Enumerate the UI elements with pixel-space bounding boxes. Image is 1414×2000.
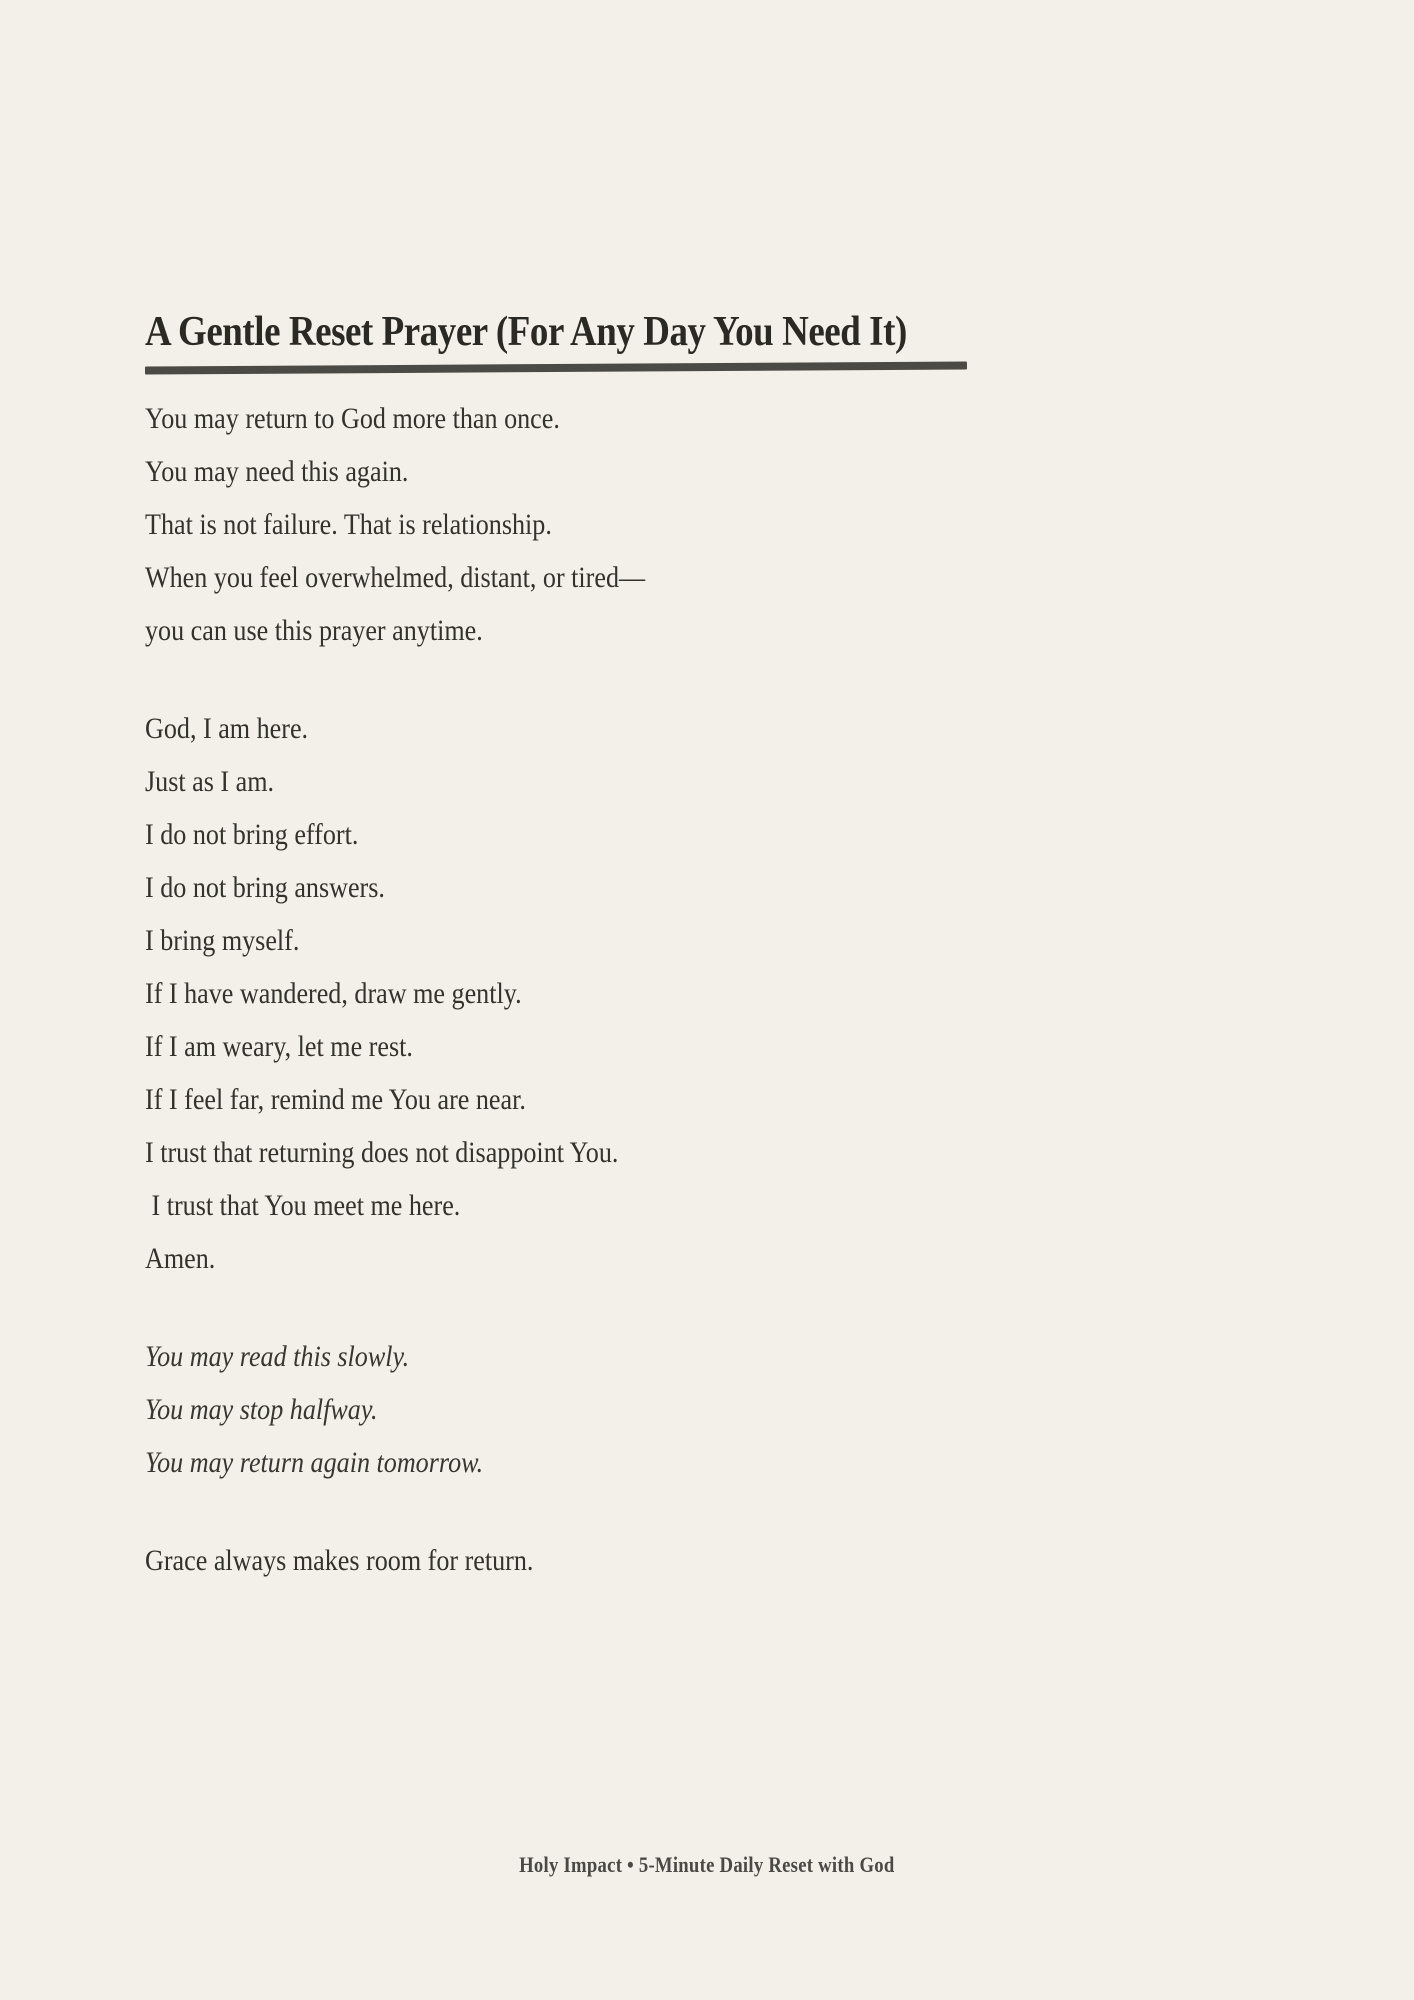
stanza-line: Amen. <box>145 1242 216 1275</box>
prayer-closing-stanza <box>145 1534 645 1587</box>
stanza-line: You may need this again. <box>145 455 409 488</box>
stanza-line: I bring myself. <box>145 924 300 957</box>
stanza-line: I trust that You meet me here. <box>145 1189 461 1222</box>
stanza-line: You may read this slowly. <box>145 1340 410 1373</box>
stanza-line: I do not bring answers. <box>145 871 385 904</box>
page-title: A Gentle Reset Prayer (For Any Day You Need It) <box>145 309 907 356</box>
stanza-line: If I am weary, let me rest. <box>145 1030 413 1063</box>
title-divider <box>145 361 967 374</box>
stanza-line: You may return again tomorrow. <box>145 1446 484 1479</box>
stanza-line: God, I am here. <box>145 712 309 745</box>
prayer-body <box>145 392 645 1632</box>
prayer-reflection-stanza <box>145 1330 645 1489</box>
prayer-main-stanza <box>145 702 645 1285</box>
stanza-line: I do not bring effort. <box>145 818 359 851</box>
stanza-line: I trust that returning does not disappoint You. <box>145 1136 619 1169</box>
page-footer <box>0 1852 1414 1878</box>
stanza-line: You may stop halfway. <box>145 1393 378 1426</box>
prayer-intro-stanza <box>145 392 645 657</box>
stanza-line: If I have wandered, draw me gently. <box>145 977 522 1010</box>
stanza-line: Just as I am. <box>145 765 275 798</box>
stanza-line: That is not failure. That is relationship. <box>145 508 552 541</box>
stanza-line: When you feel overwhelmed, distant, or tired— <box>145 561 646 594</box>
closing-line: Grace always makes room for return. <box>145 1544 534 1577</box>
footer-text: Holy Impact • 5-Minute Daily Reset with God <box>519 1852 895 1877</box>
stanza-line: you can use this prayer anytime. <box>145 614 483 647</box>
stanza-line: If I feel far, remind me You are near. <box>145 1083 526 1116</box>
stanza-line: You may return to God more than once. <box>145 402 560 435</box>
